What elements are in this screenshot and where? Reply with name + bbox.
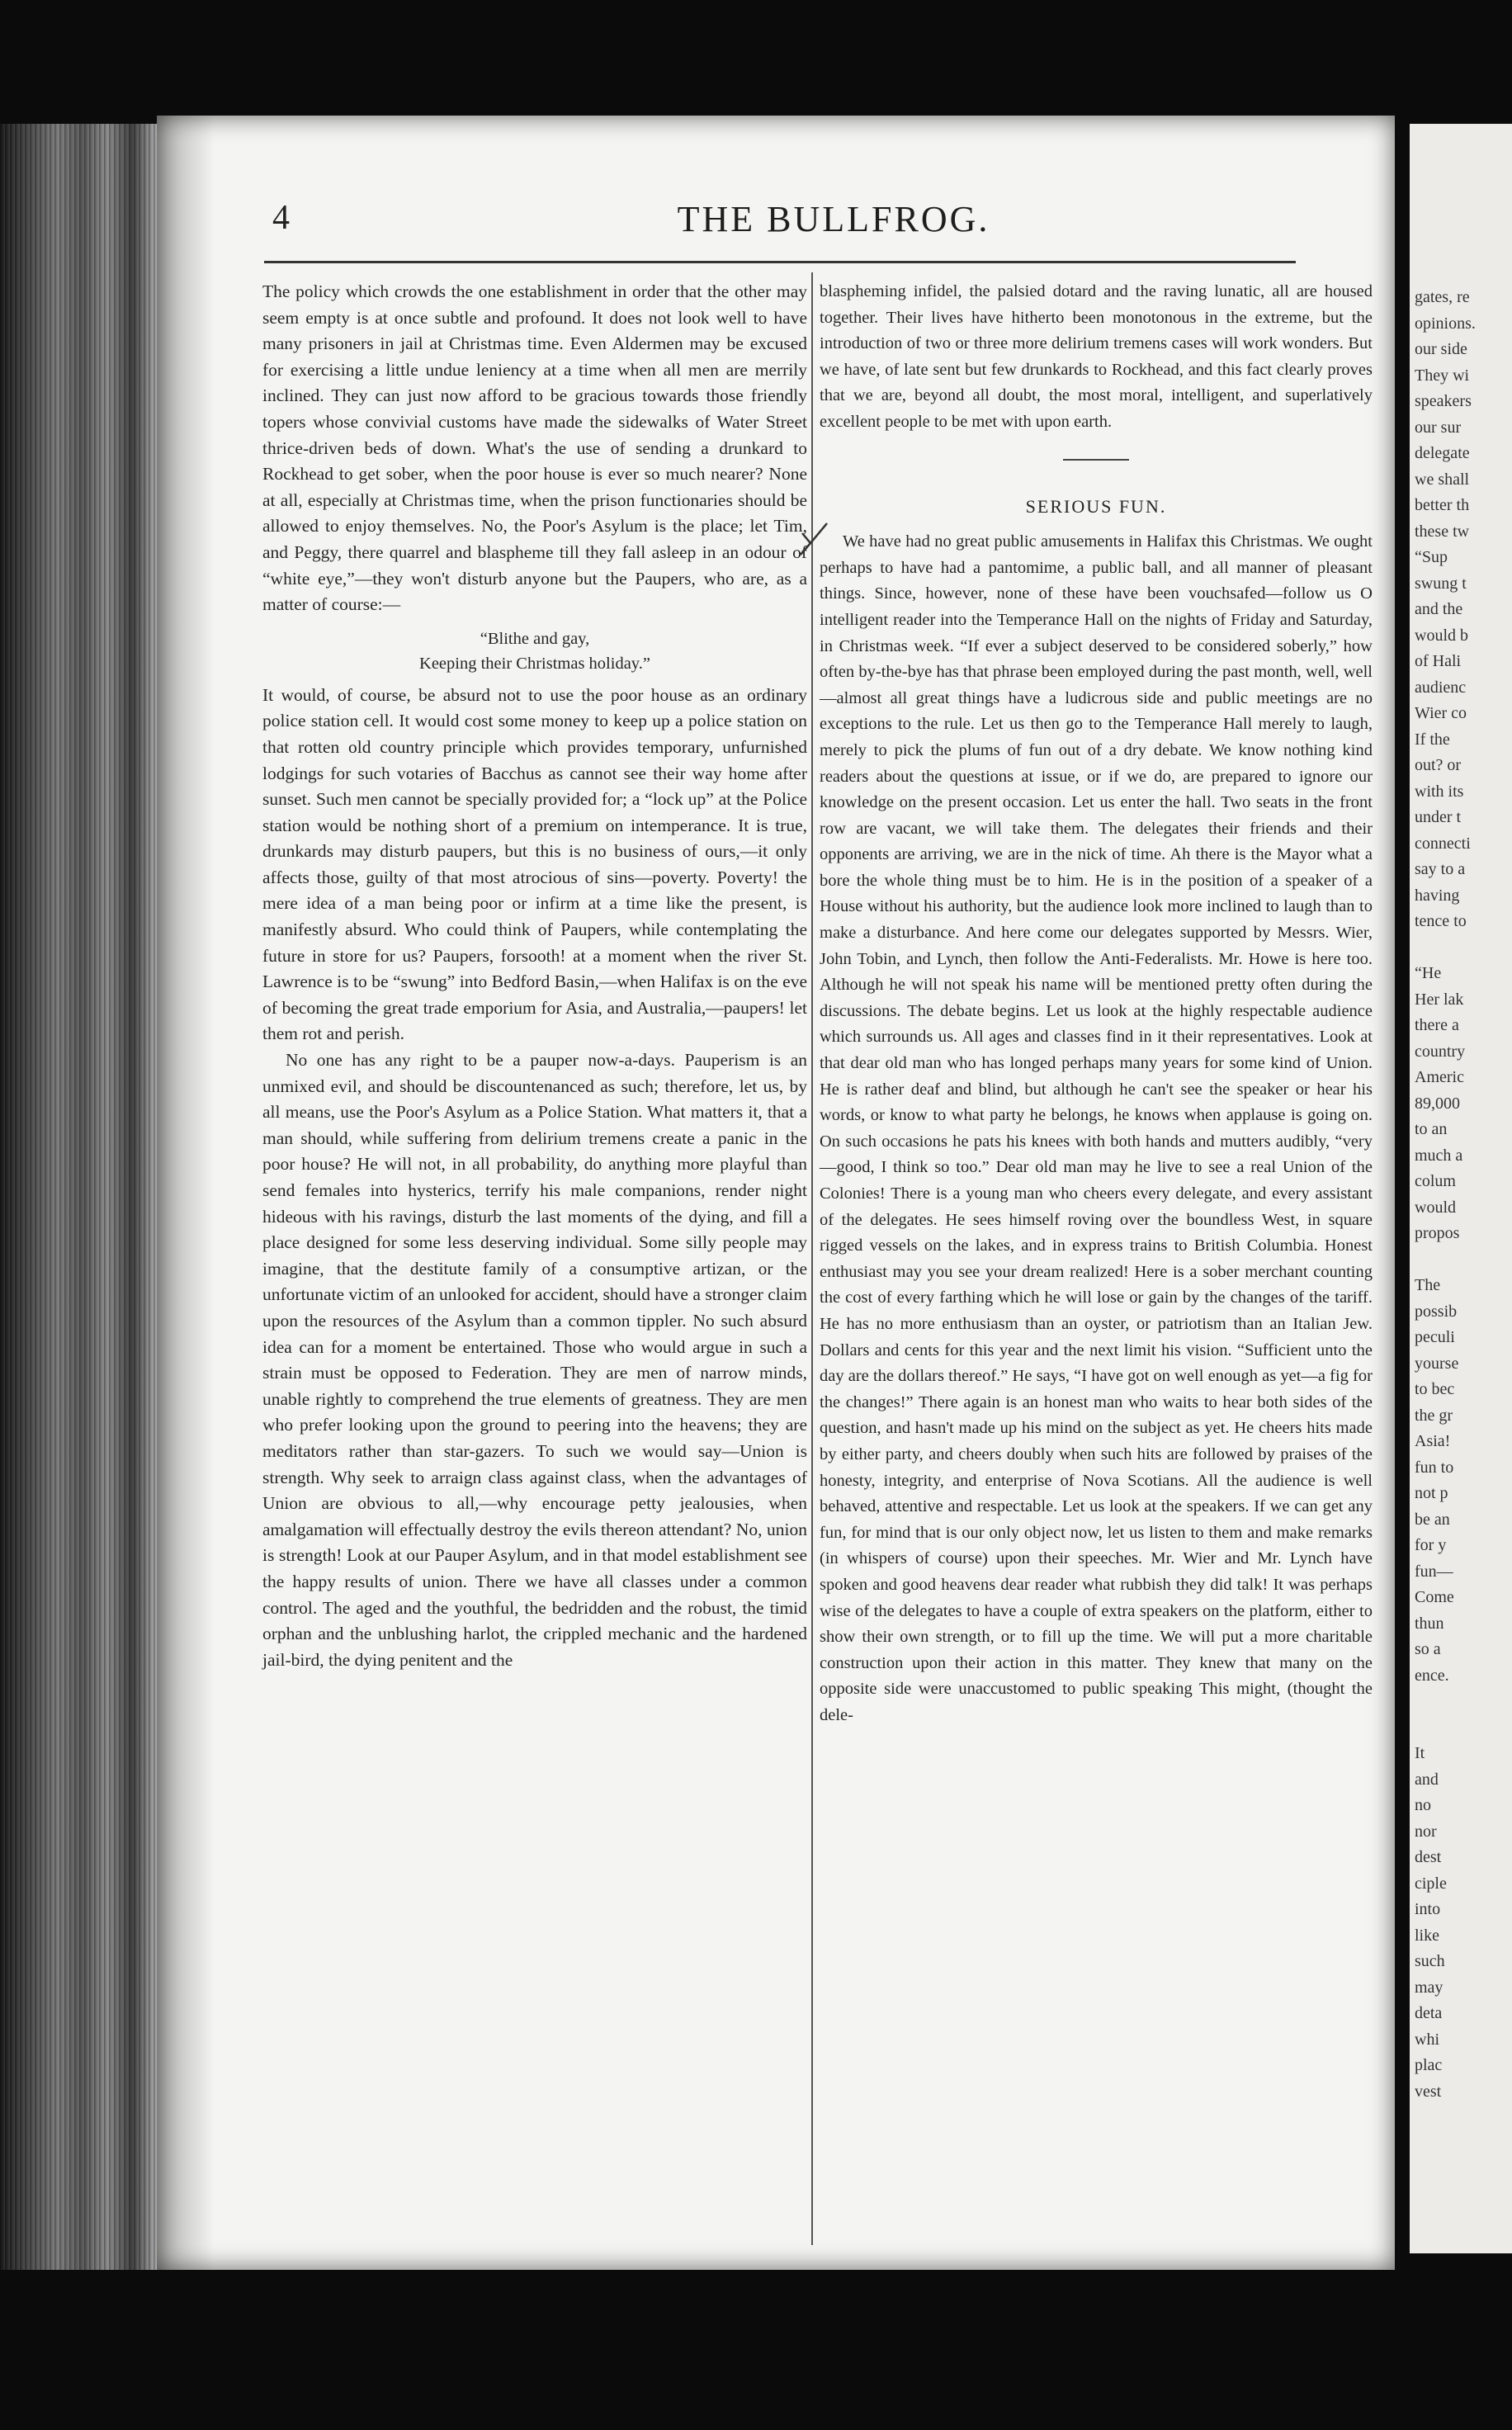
adjacent-text-fragment: out? or bbox=[1415, 756, 1462, 774]
adjacent-text-fragment: dest bbox=[1415, 1848, 1442, 1866]
adjacent-text-fragment: yourse bbox=[1415, 1354, 1459, 1373]
adjacent-text-fragment: 89,000 bbox=[1415, 1094, 1460, 1113]
adjacent-text-fragment: colum bbox=[1415, 1172, 1456, 1190]
adjacent-text-fragment: say to a bbox=[1415, 860, 1466, 878]
adjacent-text-fragment: may bbox=[1415, 1978, 1443, 1997]
adjacent-text-fragment: for y bbox=[1415, 1536, 1447, 1554]
masthead-title: THE BULLFROG. bbox=[677, 199, 990, 239]
adjacent-text-fragment: country bbox=[1415, 1042, 1466, 1061]
adjacent-text-fragment: tence to bbox=[1415, 912, 1467, 930]
adjacent-text-fragment: better th bbox=[1415, 496, 1470, 514]
adjacent-text-fragment: no bbox=[1415, 1796, 1431, 1814]
adjacent-text-fragment: Asia! bbox=[1415, 1432, 1451, 1450]
adjacent-text-fragment: plac bbox=[1415, 2056, 1443, 2074]
left-column bbox=[262, 279, 807, 1673]
adjacent-text-fragment: swung t bbox=[1415, 574, 1467, 593]
adjacent-text-fragment: our side bbox=[1415, 340, 1467, 358]
adjacent-text-fragment: nor bbox=[1415, 1822, 1437, 1841]
adjacent-text-fragment: It bbox=[1415, 1744, 1425, 1762]
adjacent-text-fragment: so a bbox=[1415, 1640, 1441, 1658]
adjacent-text-fragment: connecti bbox=[1415, 834, 1471, 853]
adjacent-text-fragment bbox=[1410, 1715, 1476, 1742]
section-title: SERIOUS FUN. bbox=[1025, 495, 1167, 517]
adjacent-text-fragment: Come bbox=[1415, 1588, 1454, 1606]
adjacent-text-fragment: the gr bbox=[1415, 1406, 1453, 1425]
book-binding bbox=[0, 124, 165, 2270]
adjacent-text-fragment: audienc bbox=[1415, 678, 1467, 697]
adjacent-text-fragment: our sur bbox=[1415, 418, 1462, 437]
adjacent-text-fragment: gates, re bbox=[1415, 288, 1470, 306]
adjacent-text-fragment: possib bbox=[1415, 1302, 1458, 1321]
adjacent-text-fragment: “Sup bbox=[1415, 548, 1448, 566]
adjacent-text-fragment: with its bbox=[1415, 782, 1464, 801]
adjacent-text-fragment bbox=[1410, 935, 1476, 962]
adjacent-text-fragment: If the bbox=[1415, 730, 1450, 749]
adjacent-text-fragment: “He bbox=[1415, 964, 1442, 982]
article-paragraph: It would, of course, be absurd not to use the poor house as an ordinary police station cell. It would cost some money to keep up a police station on that rotten old country principle which provides temporary, unfurnished lodgings for such votaries of Bacchus as cannot see their way home after sunset. Such men cannot be specially provided for; a “lock up” at the Police station would be nothing short of a premium on intemperance. It is true, drunkards may disturb paupers, but this is no business of ours,—it only affects those, guilty of that most atrocious of sins—poverty. Poverty! the mere idea of a man being poor or infirm at a time like the present, is manifestly absurd. Who could think of Paupers, while contemplating the future in store for us? Paupers, forsooth! at a moment when the river St. Lawrence is to be “swung” into Bedford Basin,—when Halifax is on the eve of becoming the great trade emporium for Asia, and Australia,—paupers! let them rot and perish. bbox=[262, 684, 807, 1044]
article-paragraph: blaspheming infidel, the palsied dotard and the raving lunatic, all are housed together. Their lives have hitherto been monotonous in the extreme, but the introduction of two or three more delirium tremens cases will work wonders. But we have, of late sent but few drunkards to Rockhead, and this fact clearly proves that we are, beyond all doubt, the most moral, intelligent, and superlatively excellent people to be met with upon earth. bbox=[820, 282, 1373, 431]
adjacent-text-fragment: much a bbox=[1415, 1146, 1463, 1165]
adjacent-text-fragment: be an bbox=[1415, 1510, 1450, 1529]
adjacent-text-fragment: vest bbox=[1415, 2082, 1442, 2101]
adjacent-text-fragment: whi bbox=[1415, 2030, 1439, 2049]
adjacent-text-fragment: would b bbox=[1415, 626, 1468, 645]
adjacent-text-fragment: The bbox=[1415, 1276, 1441, 1294]
page-number: 4 bbox=[272, 199, 290, 237]
article-paragraph: No one has any right to be a pauper now-a-days. Pauperism is an unmixed evil, and should be discountenanced as such; therefore, let us, by all means, use the Poor's Asylum as a Police Station. What matters it, that a man should, while suffering from delirium tremens create a panic in the poor house? He will not, in all probability, do anything more playful than send females into hysterics, terrify his male companions, render night hideous with his ravings, disturb the last moments of the dying, and fill a place designed for some less deserving individual. Some silly people may imagine, that the destitute family of a consumptive artizan, or the unfortunate victim of an unlooked for accident, should have a stronger claim upon the resources of the Asylum than a common tippler. No such absurd idea can for a moment be entertained. Those who would argue in such a strain must be opposed to Federation. They are men of narrow minds, unable rightly to comprehend the true elements of greatness. They are men who prefer looking upon the ground to peering into the heavens; they are meditators rather than star-gazers. To such we would say—Union is strength. Why seek to arraign class against class, when the advantages of Union are obvious to all,—why encourage petty jealousies, when amalgamation will effectually destroy the evils thereon attendant? No, union is strength! Look at our Pauper Asylum, and in that model establishment see the happy results of union. There we have all classes under a common control. The aged and the youthful, the bedridden and the robust, the timid orphan and the unblushing harlot, the crippled mechanic and the hardened jail-bird, the dying penitent and the bbox=[262, 1050, 807, 1670]
adjacent-text-fragment: Her lak bbox=[1415, 990, 1464, 1009]
adjacent-text-fragment: Americ bbox=[1415, 1068, 1464, 1086]
adjacent-text-fragment: propos bbox=[1415, 1224, 1460, 1242]
article-paragraph: The policy which crowds the one establishment in order that the other may seem empty is at once subtle and profound. It does not look well to have many prisoners in jail at Christmas time. Even Aldermen may be excused for exercising a little undue leniency at a time when all men are merrily inclined. They can just now afford to be gracious towards those friendly topers whose convivial customs have made the sidewalks of Water Street thrice-driven beds of down. What's the use of sending a drunkard to Rockhead to get sober, when the poor house is ever so much nearer? None at all, especially at Christmas time, when the prison functionaries should be allowed to enjoy themselves. No, the Poor's Asylum is the place; let Tim, and Peggy, there quarrel and blaspheme till they fall asleep in an odour of “white eye,”—they won't disturb anyone but the Paupers, who are, as a matter of course:— bbox=[262, 281, 807, 615]
adjacent-text-fragment: and the bbox=[1415, 600, 1463, 618]
adjacent-text-fragment: ence. bbox=[1415, 1666, 1449, 1685]
adjacent-text-fragment: opinions. bbox=[1415, 314, 1476, 333]
verse-quote bbox=[262, 626, 807, 676]
adjacent-page bbox=[1410, 124, 1512, 2253]
right-column bbox=[820, 279, 1373, 1728]
adjacent-page-text bbox=[1410, 285, 1476, 2105]
adjacent-text-fragment: peculi bbox=[1415, 1328, 1455, 1346]
newspaper-page bbox=[157, 116, 1395, 2270]
adjacent-text-fragment: to bec bbox=[1415, 1380, 1455, 1398]
adjacent-text-fragment: not p bbox=[1415, 1484, 1448, 1502]
adjacent-text-fragment: these tw bbox=[1415, 522, 1470, 541]
adjacent-text-fragment: and bbox=[1415, 1770, 1439, 1789]
adjacent-text-fragment: having bbox=[1415, 886, 1460, 905]
adjacent-text-fragment: under t bbox=[1415, 808, 1462, 826]
adjacent-text-fragment: thun bbox=[1415, 1614, 1444, 1633]
adjacent-text-fragment: delegate bbox=[1415, 444, 1470, 462]
adjacent-text-fragment: like bbox=[1415, 1926, 1439, 1945]
section-separator bbox=[1063, 459, 1129, 461]
adjacent-text-fragment: Wier co bbox=[1415, 704, 1467, 722]
adjacent-text-fragment bbox=[1410, 1247, 1476, 1274]
adjacent-text-fragment: such bbox=[1415, 1952, 1445, 1970]
verse-line: “Blithe and gay, bbox=[480, 629, 590, 648]
adjacent-text-fragment: would bbox=[1415, 1198, 1456, 1217]
column-divider bbox=[811, 272, 813, 2245]
adjacent-text-fragment: there a bbox=[1415, 1016, 1459, 1034]
adjacent-text-fragment: into bbox=[1415, 1900, 1441, 1918]
header-rule bbox=[264, 261, 1296, 263]
adjacent-text-fragment: we shall bbox=[1415, 470, 1470, 489]
adjacent-text-fragment: They wi bbox=[1415, 366, 1470, 385]
adjacent-text-fragment: fun to bbox=[1415, 1458, 1454, 1477]
adjacent-text-fragment bbox=[1410, 1689, 1476, 1715]
article-paragraph: We have had no great public amusements in Halifax this Christmas. We ought perhaps to have had a pantomime, a public ball, and all manner of pleasant things. Since, however, none of these have been vouchsafed—follow us O intelligent reader into the Temperance Hall on the nights of Friday and Saturday, in Christmas week. “If ever a subject deserved to be considered soberly,” how often by-the-bye has that phrase been employed during the past month, well, well—almost all great things have a ludicrous side and public meetings are no exceptions to the rule. Let us then go to the Temperance Hall merely to laugh, merely to pick the plums of fun out of a dry debate. We know nothing kind readers about the questions at issue, or if we do, are prepared to ignore our knowledge on the present occasion. Let us enter the hall. Two seats in the front row are vacant, we will take them. The delegates their friends and their opponents are arriving, we are in the nick of time. Ah there is the Mayor what a bore the whole thing must be to him. He is in the position of a speaker of a House without his authority, but the audience look more inclined to laugh than to make a disturbance. And here come our delegates supported by Messrs. Wier, John Tobin, and Lynch, then follow the Anti-Federalists. Mr. Howe is here too. Although he will not speak his name will be mentioned pretty often during the discussions. The debate begins. Let us look at the highly respectable audience which surrounds us. All ages and classes find in it their representatives. Look at that dear old man who has longed perhaps many years for some kind of Union. He is rather deaf and blind, but although he can't see the speaker or hear his words, or know to what party he belongs, he knows when applause is going on. On such occasions he pats his knees with both hands and mutters audibly, “very—good, I think so too.” Dear old man may he live to see a real Union of the Colonies! There is a young man who cheers every delegate, and every assistant of the delegates. He sees himself roving over the boundless West, in square rigged vessels on the lakes, and in express trains to British Columbia. Honest enthusiast may you see your dream realized! Here is a sober merchant counting the cost of every farthing which he will lose or gain by the changes of the tariff. He has no more enthusiasm than an oyster, or patriotism than an Italian Jew. Dollars and cents for this year and the next limit his vision. “Sufficient unto the day are the dollars thereof.” He says, “I have got on well enough as yet—a fig for the changes!” There again is an honest man who waits to hear both sides of the question, and hasn't made up his mind on the subject as yet. He cheers hits made by either party, and cheers doubly when such hits are followed by praises of the honesty, integrity, and enterprise of Nova Scotians. All the audience is well behaved, attentive and respectable. Let us look at the speakers. If we can get any fun, for mind that is our only object now, let us listen to them and make remarks (in whispers of course) upon their speeches. Mr. Wier and Mr. Lynch have spoken and good heavens dear reader what rubbish they did talk! It was perhaps wise of the delegates to have a couple of extra speakers on the platform, either to show their own strength, or to fill up the time. We will put a more charitable construction upon their action in this matter. They knew that many on the opposite side were unaccustomed to public speaking This might, (thought the dele- bbox=[820, 532, 1373, 1724]
adjacent-text-fragment: of Hali bbox=[1415, 652, 1462, 670]
adjacent-text-fragment: fun— bbox=[1415, 1562, 1453, 1581]
page-header bbox=[272, 198, 1395, 264]
adjacent-text-fragment: deta bbox=[1415, 2004, 1443, 2022]
adjacent-text-fragment: to an bbox=[1415, 1120, 1448, 1138]
verse-line: Keeping their Christmas holiday.” bbox=[419, 654, 650, 673]
adjacent-text-fragment: speakers bbox=[1415, 392, 1472, 410]
adjacent-text-fragment: ciple bbox=[1415, 1874, 1447, 1893]
